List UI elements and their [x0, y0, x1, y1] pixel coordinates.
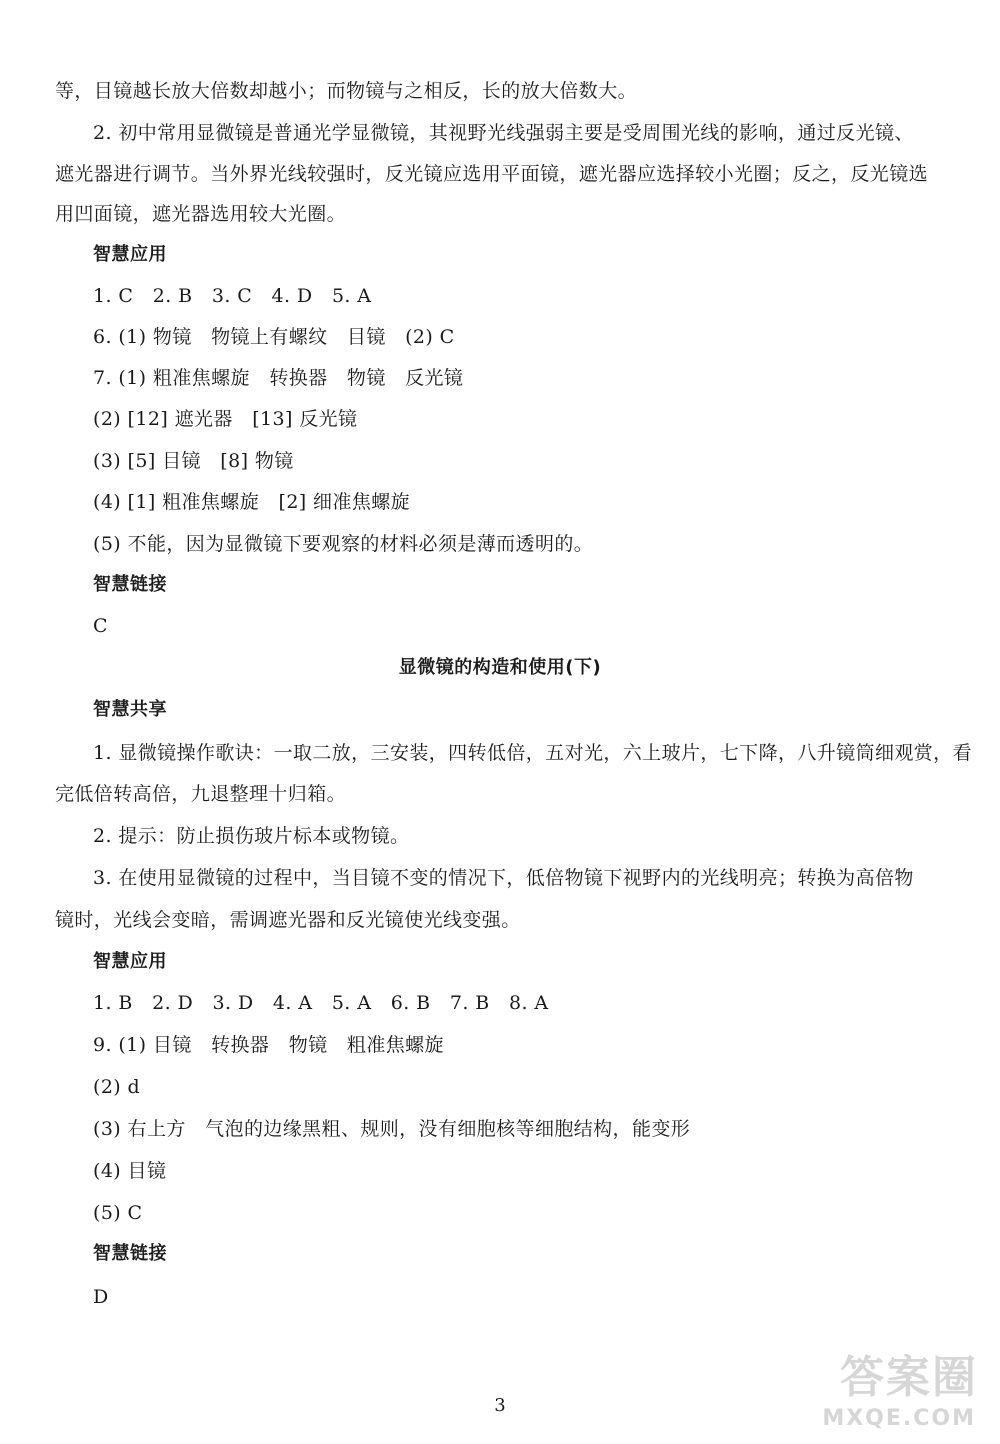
section-heading: 智慧链接	[93, 1243, 167, 1264]
answer-line: (5) 不能，因为显微镜下要观察的材料必须是薄而透明的。	[93, 533, 594, 555]
answer-line: 6. (1) 物镜 物镜上有螺纹 目镜 (2) C	[93, 326, 455, 348]
paragraph-line: 用凹面镜，遮光器选用较大光圈。	[55, 203, 347, 225]
answer-line: 1. B 2. D 3. D 4. A 5. A 6. B 7. B 8. A	[93, 992, 549, 1014]
watermark-logo	[798, 1352, 978, 1438]
answer-line: (3) [5] 目镜 [8] 物镜	[93, 450, 294, 472]
paragraph-line: 1. 显微镜操作歌诀：一取二放，三安装，四转低倍，五对光，六上玻片，七下降，八升镜筒细观赏，看	[93, 742, 972, 764]
paragraph-line: 3. 在使用显微镜的过程中，当目镜不变的情况下，低倍物镜下视野内的光线明亮；转换为高倍物	[93, 867, 914, 889]
section-heading: 智慧共享	[93, 699, 167, 720]
paragraph-line: 完低倍转高倍，九退整理十归箱。	[55, 783, 347, 805]
answer-line: (4) 目镜	[93, 1160, 167, 1182]
paragraph-line: 等，目镜越长放大倍数却越小；而物镜与之相反，长的放大倍数大。	[55, 80, 638, 102]
paragraph-line: 遮光器进行调节。当外界光线较强时，反光镜应选用平面镜，遮光器应选择较小光圈；反之，反光镜选	[55, 163, 929, 185]
answer-line: (2) [12] 遮光器 [13] 反光镜	[93, 408, 358, 430]
watermark-url: MXQE.COM	[822, 1406, 976, 1431]
paragraph-line: 2. 提示：防止损伤玻片标本或物镜。	[93, 825, 410, 847]
answer-line: 9. (1) 目镜 转换器 物镜 粗准焦螺旋	[93, 1034, 444, 1056]
answer-line: (2) d	[93, 1076, 141, 1098]
paragraph-line: 镜时，光线会变暗，需调遮光器和反光镜使光线变强。	[55, 909, 521, 931]
answer-line: (5) C	[93, 1202, 143, 1224]
paragraph-line: 2. 初中常用显微镜是普通光学显微镜，其视野光线强弱主要是受周围光线的影响，通过反光镜、	[93, 122, 914, 144]
answer-line: (4) [1] 粗准焦螺旋 [2] 细准焦螺旋	[93, 491, 411, 513]
section-heading: 智慧链接	[93, 574, 167, 595]
answer-line: (3) 右上方 气泡的边缘黑粗、规则，没有细胞核等细胞结构，能变形	[93, 1118, 691, 1140]
answer-line: 7. (1) 粗准焦螺旋 转换器 物镜 反光镜	[93, 367, 464, 389]
section-heading: 智慧应用	[93, 244, 167, 265]
link-answer: D	[93, 1286, 109, 1308]
page-number: 3	[494, 1395, 506, 1416]
watermark-text: 答案圈	[840, 1352, 978, 1403]
answer-line: 1. C 2. B 3. C 4. D 5. A	[93, 285, 372, 307]
link-answer: C	[93, 615, 108, 637]
section-title: 显微镜的构造和使用(下)	[398, 657, 602, 678]
section-heading: 智慧应用	[93, 951, 167, 972]
